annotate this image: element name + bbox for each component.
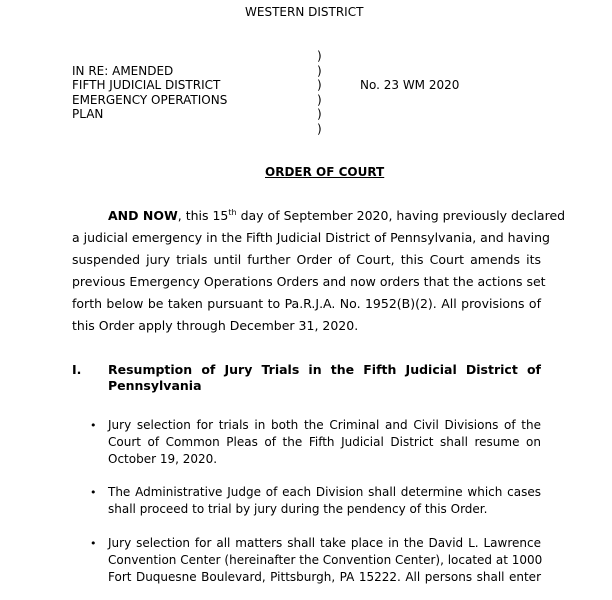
bullet-icon: • <box>90 486 97 499</box>
bullet-line: shall proceed to trial by jury during the pendency of this Order. <box>108 502 488 516</box>
bullet-line: Fort Duquesne Boulevard, Pittsburgh, PA 15222. All persons shall enter <box>108 570 541 584</box>
case-matter-line: EMERGENCY OPERATIONS <box>72 93 228 107</box>
bullet-line: The Administrative Judge of each Division shall determine which cases <box>108 485 541 499</box>
caption-paren: ) <box>317 107 322 121</box>
case-matter-line: PLAN <box>72 107 104 121</box>
intro-text: , this 15 <box>177 208 229 223</box>
bullet-line: October 19, 2020. <box>108 452 218 466</box>
caption-paren: ) <box>317 92 322 107</box>
intro-line: previous Emergency Operations Orders and now orders that the actions set <box>72 274 546 289</box>
intro-lead: AND NOW <box>108 208 178 223</box>
section-number: I. <box>72 362 82 377</box>
caption-paren: ) <box>317 78 322 92</box>
bullet-line: Convention Center (hereinafter the Convention Center), located at 1000 <box>108 553 543 567</box>
ordinal-suffix: th <box>228 207 237 217</box>
bullet-line: Jury selection for trials in both the Criminal and Civil Divisions of the <box>108 418 541 432</box>
docket-number: No. 23 WM 2020 <box>360 78 460 92</box>
intro-line: this Order apply through December 31, 2020. <box>72 318 359 333</box>
bullet-icon: • <box>90 419 97 432</box>
caption-parentheses <box>317 49 322 136</box>
case-matter-line: IN RE: AMENDED <box>72 64 174 78</box>
bullet-icon: • <box>90 537 97 550</box>
section-title-cont: Pennsylvania <box>108 378 202 393</box>
caption-paren: ) <box>317 121 322 136</box>
caption-paren: ) <box>317 49 322 63</box>
intro-first-line <box>108 208 565 223</box>
intro-line: forth below be taken pursuant to Pa.R.J.A. No. 1952(B)(2). All provisions of <box>72 296 541 311</box>
caption-paren: ) <box>317 63 322 78</box>
bullet-line: Jury selection for all matters shall take place in the David L. Lawrence <box>108 536 541 550</box>
district-header: WESTERN DISTRICT <box>245 5 364 19</box>
case-matter-line: FIFTH JUDICIAL DISTRICT <box>72 78 221 92</box>
intro-line: a judicial emergency in the Fifth Judicial District of Pennsylvania, and having <box>72 230 550 245</box>
intro-text: day of September 2020, having previously declared <box>236 208 566 223</box>
order-title: ORDER OF COURT <box>265 165 385 179</box>
section-title: Resumption of Jury Trials in the Fifth Judicial District of <box>108 362 541 377</box>
bullet-line: Court of Common Pleas of the Fifth Judicial District shall resume on <box>108 435 541 449</box>
intro-line: suspended jury trials until further Order of Court, this Court amends its <box>72 252 541 267</box>
